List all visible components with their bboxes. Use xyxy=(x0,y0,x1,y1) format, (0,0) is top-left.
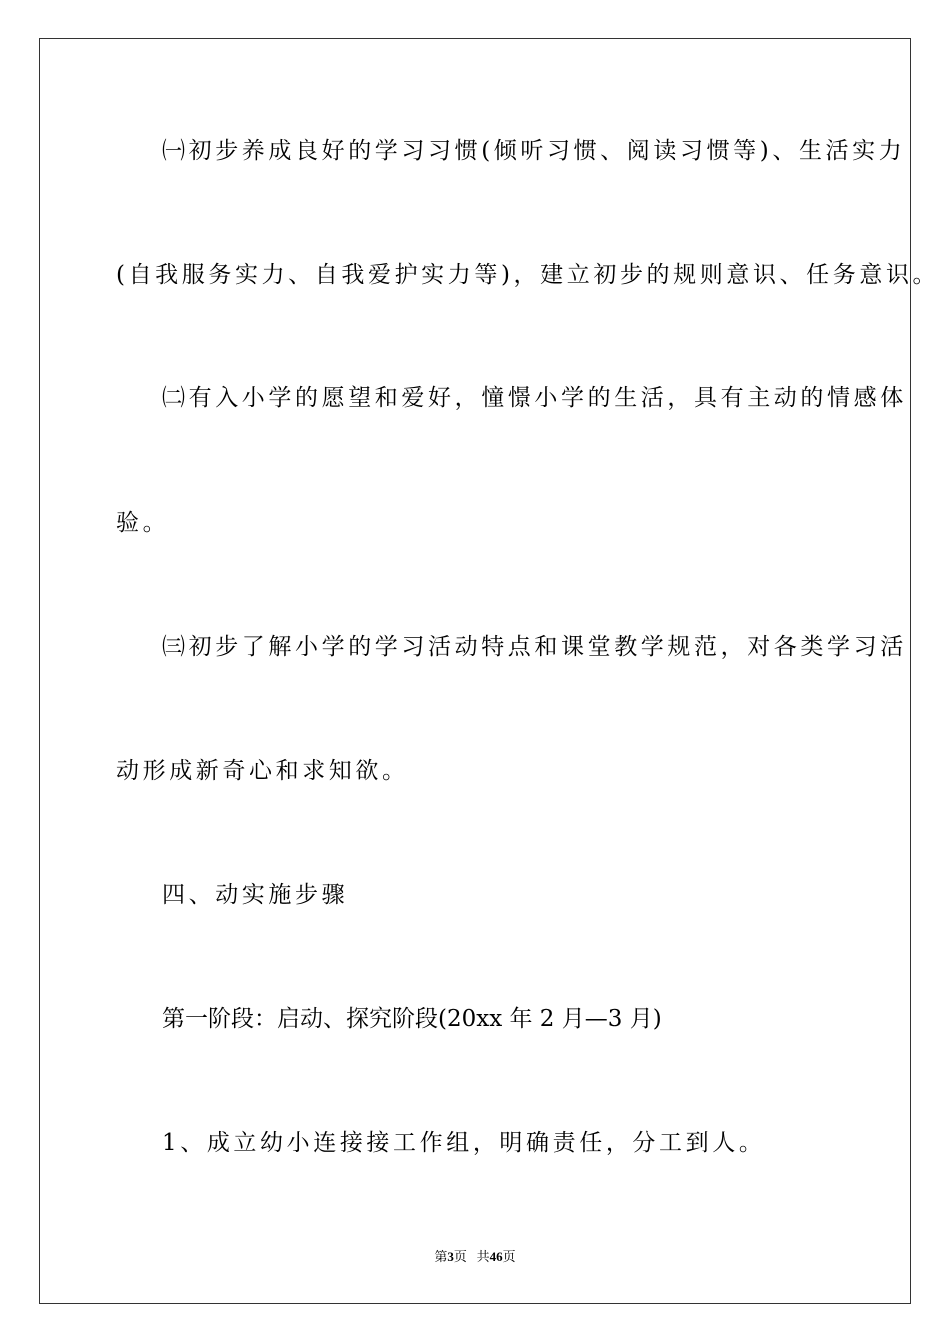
paragraph-line-6: 动形成新奇心和求知欲。 xyxy=(116,758,409,784)
footer-total-prefix: 共 xyxy=(476,1249,490,1264)
section-heading: 四、动实施步骤 xyxy=(162,882,349,908)
paragraph-line-2: (自我服务实力、自我爱护实力等)，建立初步的规则意识、任务意识。 xyxy=(116,262,940,288)
footer-page-suffix: 页 xyxy=(453,1249,467,1264)
page-footer xyxy=(0,1246,950,1265)
paragraph-line-1: ㈠初步养成良好的学习习惯(倾听习惯、阅读习惯等)、生活实力 xyxy=(162,138,906,164)
page-border xyxy=(39,38,911,1304)
list-item: 1、成立幼小连接接工作组，明确责任，分工到人。 xyxy=(162,1130,766,1156)
footer-total-pages: 46 xyxy=(489,1249,503,1264)
paragraph-line-4: 验。 xyxy=(116,510,170,536)
footer-page-prefix: 第 xyxy=(434,1249,448,1264)
footer-total-suffix: 页 xyxy=(502,1249,516,1264)
footer-page-number: 3 xyxy=(447,1249,454,1264)
paragraph-line-5: ㈢初步了解小学的学习活动特点和课堂教学规范，对各类学习活 xyxy=(162,634,907,660)
stage-heading: 第一阶段：启动、探究阶段(20xx 年 2 月—3 月) xyxy=(162,1006,662,1032)
paragraph-line-3: ㈡有入小学的愿望和爱好，憧憬小学的生活，具有主动的情感体 xyxy=(162,385,907,411)
